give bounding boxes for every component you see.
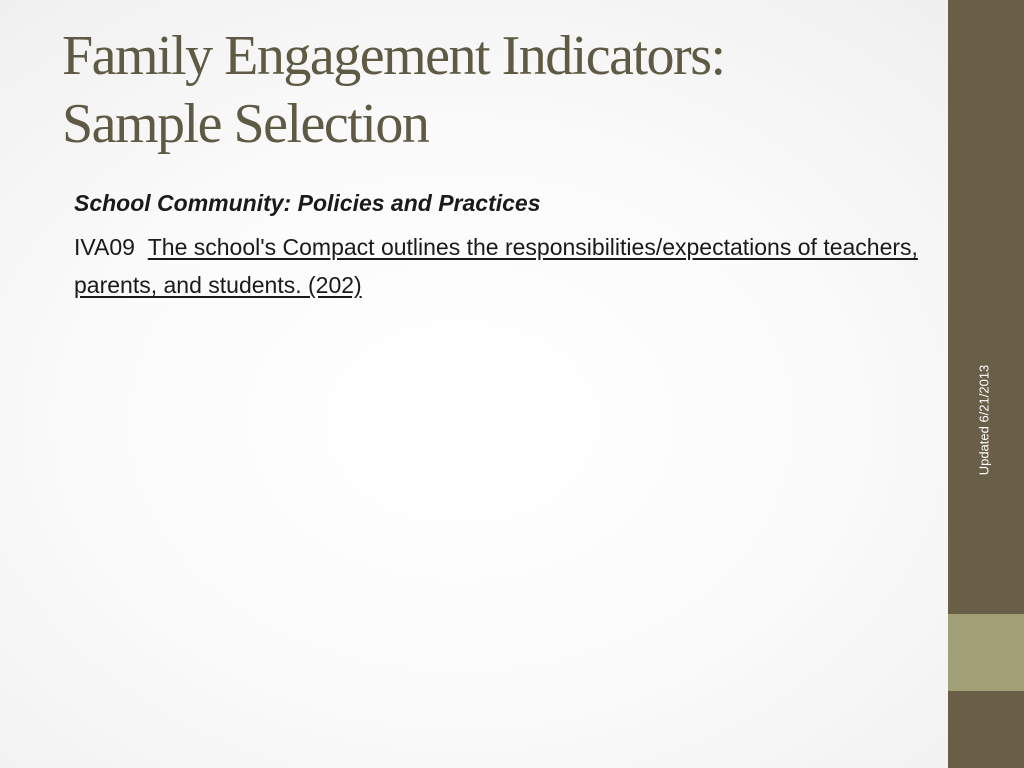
indicator-item <box>74 228 934 304</box>
section-heading: School Community: Policies and Practices <box>74 190 541 216</box>
slide-title <box>62 22 932 158</box>
footer-date: Updated 6/21/2013 <box>976 364 992 476</box>
indicator-link[interactable]: The school's Compact outlines the responsibilities/expectations of teachers, parents, and students. (202) <box>74 234 918 298</box>
sidebar-accent-block <box>948 614 1024 691</box>
slide-content <box>74 186 934 304</box>
slide-title-line-2: Sample Selection <box>62 93 429 155</box>
indicator-code: IVA09 <box>74 234 135 260</box>
slide-title-line-1: Family Engagement Indicators: <box>62 25 725 87</box>
